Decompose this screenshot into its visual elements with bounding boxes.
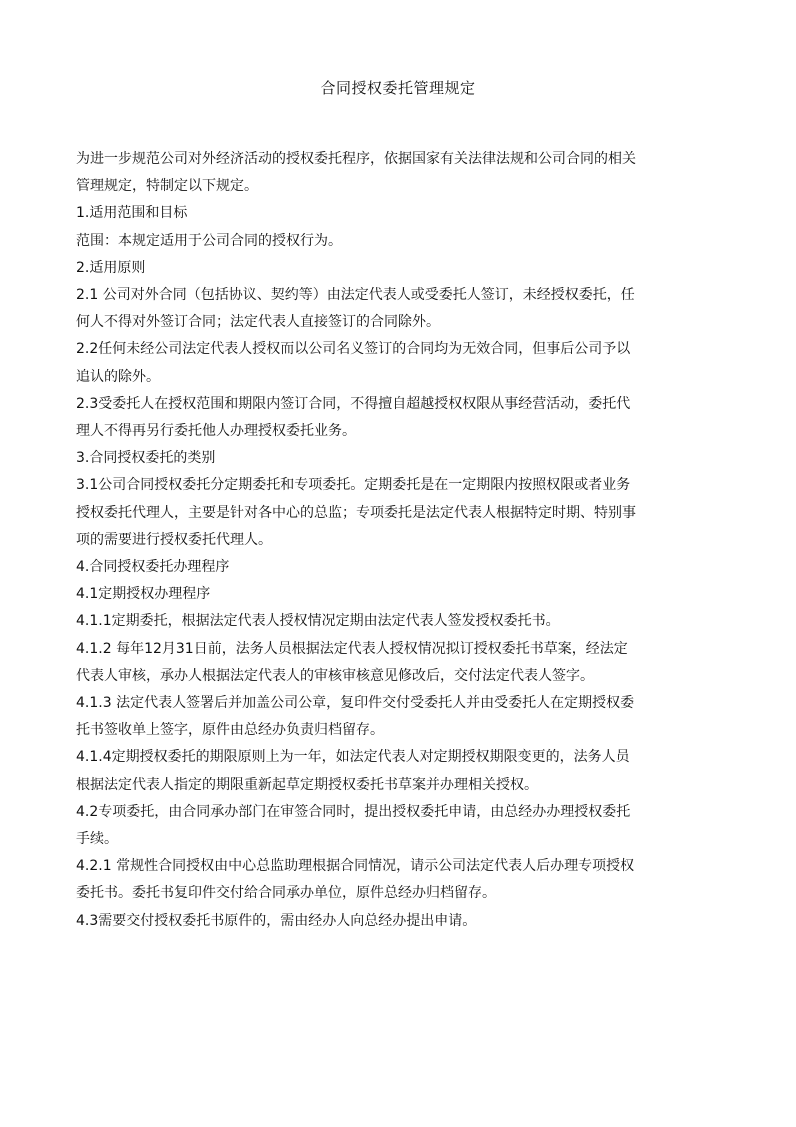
body-line: 项的需要进行授权委托代理人。 bbox=[76, 531, 272, 548]
document-body bbox=[76, 146, 728, 935]
subsection-heading: 4.1定期授权办理程序 bbox=[76, 586, 211, 603]
body-line: 管理规定，特制定以下规定。 bbox=[76, 178, 258, 195]
body-line: 4.1.3 法定代表人签署后并加盖公司公章，复印件交付受委托人并由受委托人在定期授权委 bbox=[76, 695, 635, 712]
body-line: 托书签收单上签字，原件由总经办负责归档留存。 bbox=[76, 722, 384, 739]
section-heading: 4.合同授权委托办理程序 bbox=[76, 559, 230, 576]
section-heading: 2.适用原则 bbox=[76, 259, 146, 276]
body-line: 4.2.1 常规性合同授权由中心总监助理根据合同情况，请示公司法定代表人后办理专项授权 bbox=[76, 858, 635, 875]
body-line: 3.1公司合同授权委托分定期委托和专项委托。定期委托是在一定期限内按照权限或者业务 bbox=[76, 477, 631, 494]
body-line: 根据法定代表人指定的期限重新起草定期授权委托书草案并办理相关授权。 bbox=[76, 776, 538, 793]
body-line: 授权委托代理人，主要是针对各中心的总监；专项委托是法定代表人根据特定时期、特别事 bbox=[76, 504, 636, 521]
section-heading: 3.合同授权委托的类别 bbox=[76, 450, 216, 467]
body-line: 2.3受委托人在授权范围和期限内签订合同，不得擅自超越授权权限从事经营活动，委托代 bbox=[76, 395, 631, 412]
body-line: 4.1.2 每年12月31日前，法务人员根据法定代表人授权情况拟订授权委托书草案，经法定 bbox=[76, 640, 628, 657]
body-line: 范围：本规定适用于公司合同的授权行为。 bbox=[76, 232, 342, 249]
body-line: 4.3需要交付授权委托书原件的，需由经办人向总经办提出申请。 bbox=[76, 912, 477, 929]
body-line: 代表人审核，承办人根据法定代表人的审核审核意见修改后，交付法定代表人签字。 bbox=[76, 667, 594, 684]
body-line: 4.2专项委托，由合同承办部门在审签合同时，提出授权委托申请，由总经办办理授权委托 bbox=[76, 803, 631, 820]
body-line: 何人不得对外签订合同；法定代表人直接签订的合同除外。 bbox=[76, 314, 440, 331]
body-line: 4.1.1定期委托，根据法定代表人授权情况定期由法定代表人签发授权委托书。 bbox=[76, 613, 560, 630]
body-line: 追认的除外。 bbox=[76, 368, 160, 385]
document-title: 合同授权委托管理规定 bbox=[320, 79, 476, 97]
body-line: 为进一步规范公司对外经济活动的授权委托程序，依据国家有关法律法规和公司合同的相关 bbox=[76, 151, 636, 167]
body-line: 理人不得再另行委托他人办理授权委托业务。 bbox=[76, 423, 356, 440]
body-line: 2.1 公司对外合同（包括协议、契约等）由法定代表人或受委托人签订，未经授权委托，任 bbox=[76, 287, 635, 304]
body-line: 2.2任何未经公司法定代表人授权而以公司名义签订的合同均为无效合同，但事后公司予以 bbox=[76, 341, 631, 358]
section-heading: 1.适用范围和目标 bbox=[76, 205, 188, 222]
body-line: 委托书。委托书复印件交付给合同承办单位，原件总经办归档留存。 bbox=[76, 885, 496, 902]
body-line: 手续。 bbox=[76, 831, 118, 848]
body-line: 4.1.4定期授权委托的期限原则上为一年，如法定代表人对定期授权期限变更的，法务人员 bbox=[76, 749, 630, 766]
